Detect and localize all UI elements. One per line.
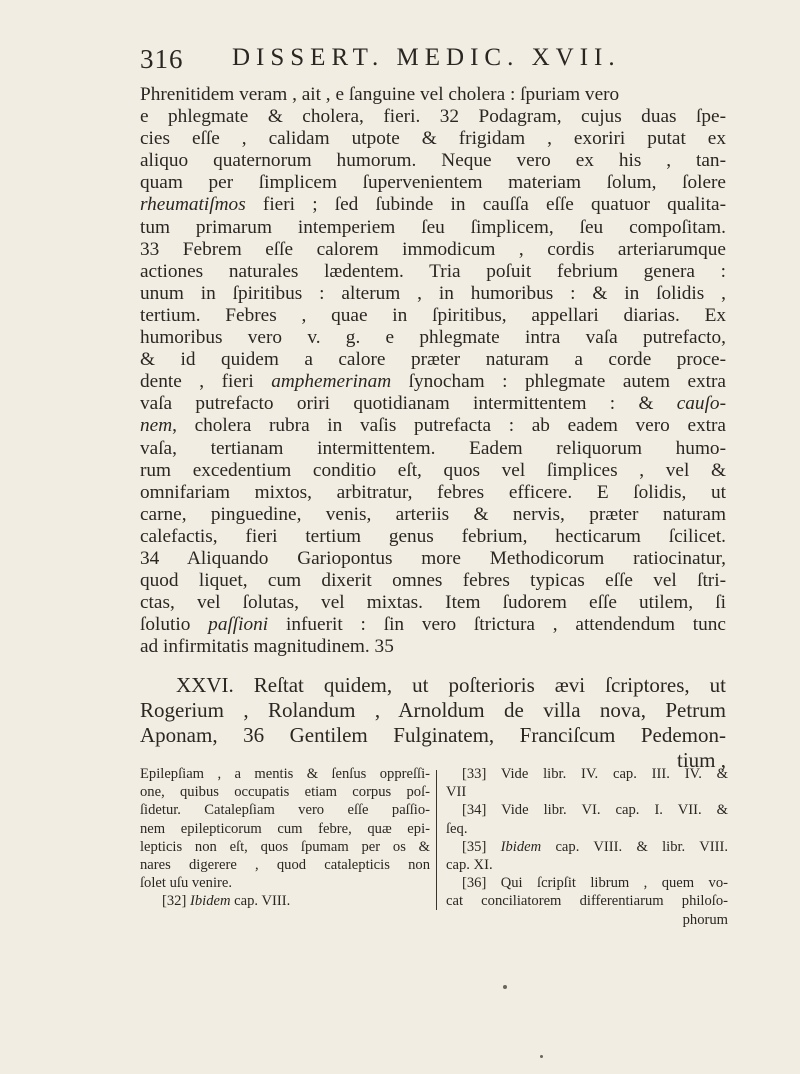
italic-term: amphemerinam xyxy=(271,371,392,393)
text-line: quod liquet, cum dixerit omnes febres typicas eſſe vel ſtri- xyxy=(140,570,726,592)
footnotes-left xyxy=(140,765,430,911)
footnote-line: lepticis non eſt, quos ſpumam per os & xyxy=(140,838,430,855)
text-span: cap. VIII. & libr. VIII. xyxy=(555,838,728,855)
text-line: unum in ſpiritibus : alterum , in humoribus : & in ſolidis , xyxy=(140,282,726,304)
italic-term: Ibidem xyxy=(189,893,231,910)
text-span: , cholera rubra in vaſis putrefacta : ab eadem vero extra xyxy=(172,415,726,437)
footnote-line xyxy=(446,838,728,856)
footnote-line: ſeq. xyxy=(446,820,468,837)
footnote-line: Epilepſiam , a mentis & ſenſus oppreſſi- xyxy=(140,766,430,782)
text-line xyxy=(140,371,726,393)
italic-term: rheumatiſmos xyxy=(140,194,246,216)
footnote-line: one, quibus occupatis etiam corpus poſ- xyxy=(140,784,430,801)
text-line: calefactis, fieri tertium genus febrium, hecticarum ſcilicet. xyxy=(140,525,726,547)
text-line xyxy=(140,393,726,415)
text-line xyxy=(140,614,726,636)
text-line: omnifariam mixtos, arbitratur, febres efficere. E ſolidis, ut xyxy=(140,481,726,503)
text-span: 32 Podagram, cujus duas ſpe- xyxy=(439,106,726,128)
footnotes-right xyxy=(446,765,728,929)
footnote-line: [33] Vide libr. IV. cap. III. IV. & xyxy=(462,766,728,782)
text-line: tertium. Febres , quae in ſpiritibus, appellari diarias. Ex xyxy=(140,304,726,326)
footnote-line: [36] Qui ſcripſit librum , quem vo- xyxy=(462,875,728,892)
text-span: dente , fieri xyxy=(140,371,254,393)
text-line: 34 Aliquando Gariopontus more Methodicorum ratiocinatur, xyxy=(140,547,726,569)
column-divider xyxy=(436,770,437,910)
footnote-marker: [35] xyxy=(462,838,487,855)
text-span: infuerit : ſin vero ſtrictura , attendendum tunc xyxy=(285,614,726,636)
text-line: tum primarum intemperiem ſeu ſimplicem, ſeu compoſitam. xyxy=(140,216,726,238)
text-line: ctas, vel ſolutas, vel mixtas. Item ſudorem eſſe utilem, ſi xyxy=(140,592,726,614)
text-span: ſynocham : phlegmate autem extra xyxy=(408,371,726,393)
text-line: aliquo quaternorum humorum. Neque vero ex his , tan- xyxy=(140,150,726,172)
footnote-line: [34] Vide libr. VI. cap. I. VII. & xyxy=(462,802,728,819)
footnote-line xyxy=(140,892,430,910)
running-title: DISSERT. MEDIC. XVII. xyxy=(232,44,621,71)
main-text xyxy=(140,84,726,658)
italic-term: Ibidem xyxy=(500,838,542,855)
text-line: Phrenitidem veram , ait , e ſanguine vel cholera : ſpuriam vero xyxy=(140,84,620,105)
text-span: e phlegmate & cholera, fieri. xyxy=(140,106,421,128)
text-line: actiones naturales lædentem. Tria poſuit febrium genera : xyxy=(140,260,726,282)
footnote-marker: [32] xyxy=(162,893,187,910)
section-xxvi xyxy=(140,673,726,773)
footnote-line: nares digerere , quod catalepticis non xyxy=(140,856,430,873)
text-line: vaſa, tertianam intermittentem. Eadem reliquorum humo- xyxy=(140,437,726,459)
footnote-line: nem epilepticorum cum febre, quæ epi- xyxy=(140,820,430,837)
text-line: cies eſſe , calidam utpote & frigidam , exoriri putat ex xyxy=(140,128,726,150)
section-line: XXVI. Reſtat quidem, ut poſterioris ævi ſcriptores, ut xyxy=(176,673,726,697)
text-line: rum excedentium conditio eſt, quos vel ſimplices , vel & xyxy=(140,459,726,481)
ink-spot xyxy=(540,1055,543,1058)
text-line: 33 Febrem eſſe calorem immodicum , cordis arteriarumque xyxy=(140,238,726,260)
ink-spot xyxy=(503,985,507,989)
section-line: Rogerium , Rolandum , Arnoldum de villa nova, Petrum xyxy=(140,698,726,722)
footnote-line: cap. XI. xyxy=(446,856,493,873)
footnote-line: cat conciliatorem differentiarum philoſo- xyxy=(446,893,728,910)
section-line: tium , xyxy=(676,748,726,772)
text-line: humoribus vero v. g. e phlegmate intra vaſa putrefacto, xyxy=(140,327,726,349)
page-number: 316 xyxy=(140,44,184,74)
footnote-line: ſolet uſu venire. xyxy=(140,875,232,892)
text-span: fieri ; ſed ſubinde in cauſſa eſſe quatuor qualita- xyxy=(262,194,726,216)
italic-term: nem xyxy=(140,415,173,437)
text-line xyxy=(140,194,726,216)
footnote-line: VII xyxy=(446,784,467,801)
footnote-line: phorum xyxy=(682,911,728,928)
text-line: ad infirmitatis magnitudinem. 35 xyxy=(140,636,394,658)
text-line: & id quidem a calore præter naturam a corde proce- xyxy=(140,349,726,371)
text-line xyxy=(140,415,726,437)
running-head xyxy=(140,44,700,78)
text-line xyxy=(140,106,726,128)
text-line: quam per ſimplicem ſupervenientem materiam ſolum, ſolere xyxy=(140,172,726,194)
text-line: carne, pinguedine, venis, arteriis & nervis, præter naturam xyxy=(140,503,726,525)
italic-term: paſſioni xyxy=(208,614,269,636)
text-span: cap. VIII. xyxy=(234,893,291,910)
section-line: Aponam, 36 Gentilem Fulginatem, Franciſcum Pedemon- xyxy=(140,723,726,747)
text-span: vaſa putrefacto oriri quotidianam intermittentem : & xyxy=(140,393,654,415)
footnote-line: ſidetur. Catalepſiam vero eſſe paſſio- xyxy=(140,802,430,819)
text-span: ſolutio xyxy=(140,614,191,636)
italic-term: cauſo- xyxy=(676,393,726,415)
